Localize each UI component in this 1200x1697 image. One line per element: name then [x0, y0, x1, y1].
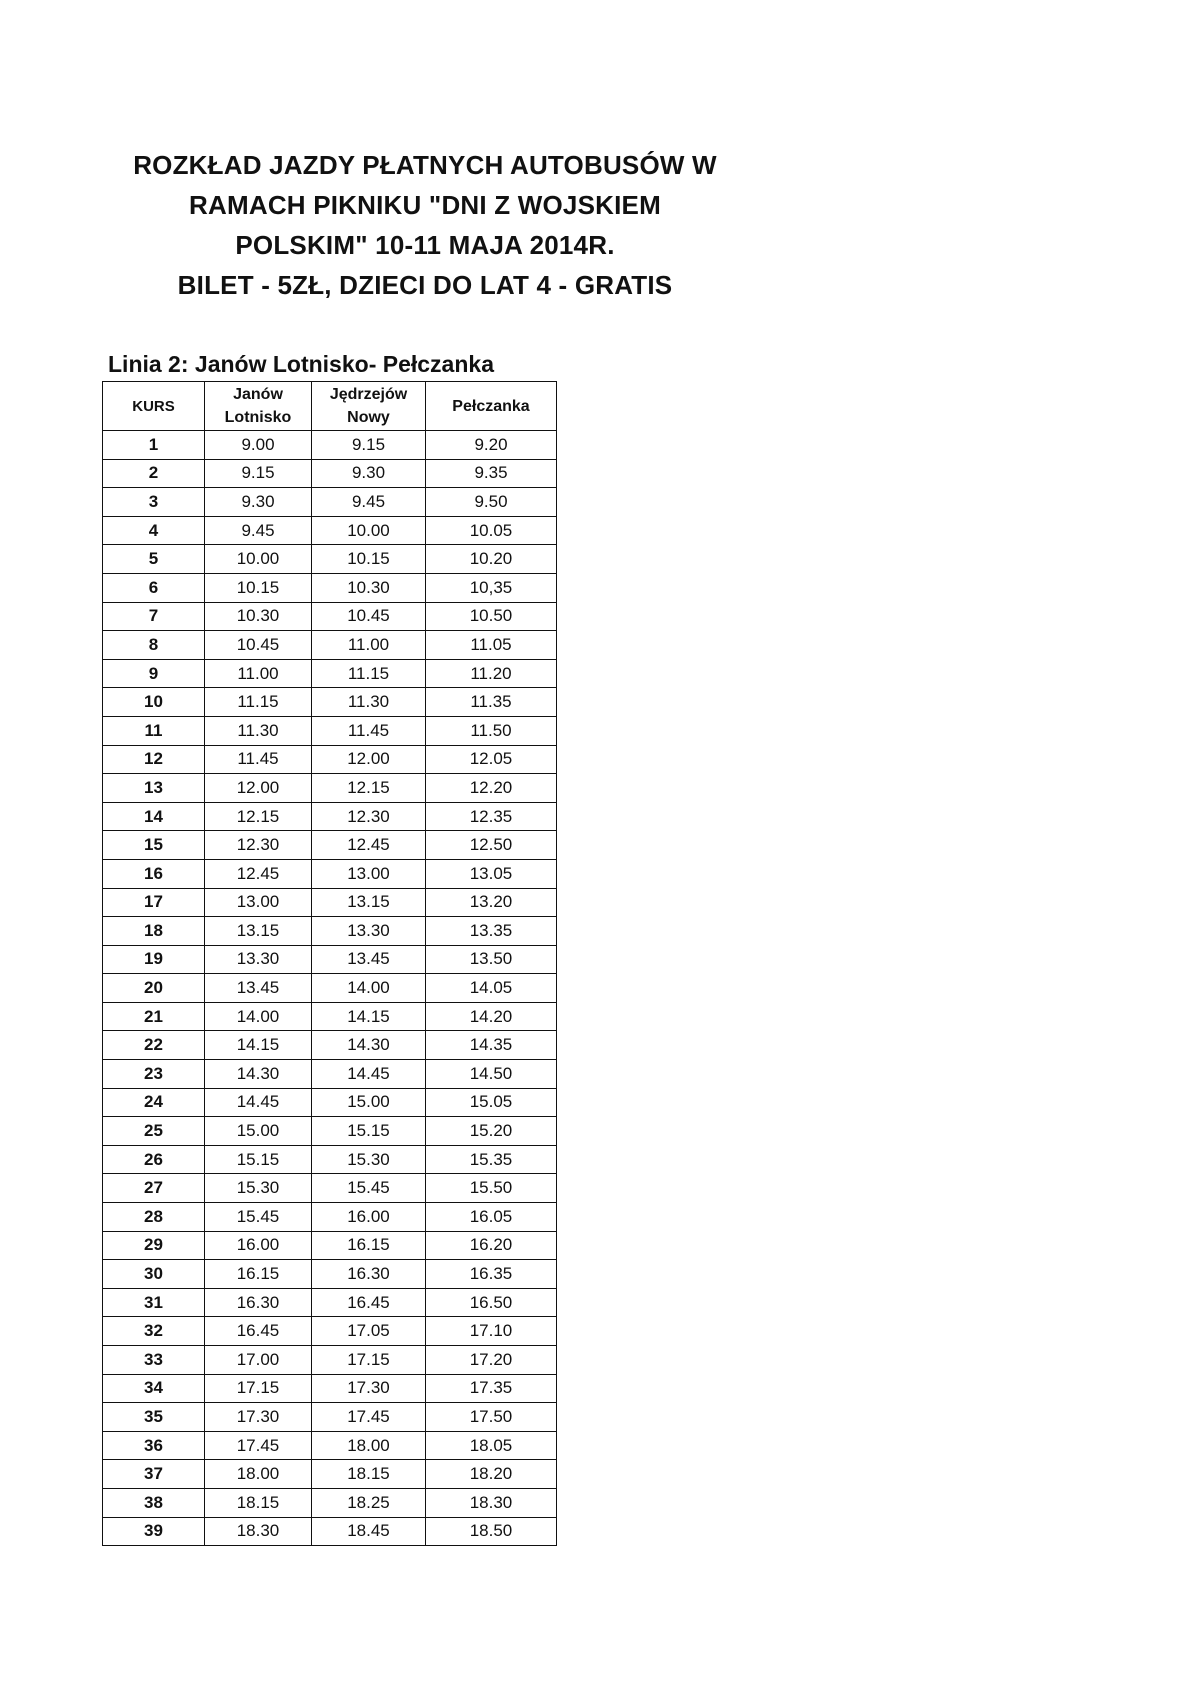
- cell-jedrzejow-nowy: 14.00: [312, 974, 426, 1003]
- cell-janow-lotnisko: 13.00: [205, 888, 312, 917]
- cell-janow-lotnisko: 12.15: [205, 802, 312, 831]
- table-row: [103, 459, 557, 488]
- cell-janow-lotnisko: 10.15: [205, 573, 312, 602]
- cell-pelczanka: 18.05: [426, 1431, 557, 1460]
- cell-jedrzejow-nowy: 14.15: [312, 1002, 426, 1031]
- table-row: [103, 1031, 557, 1060]
- cell-janow-lotnisko: 12.30: [205, 831, 312, 860]
- cell-janow-lotnisko: 9.00: [205, 431, 312, 460]
- cell-janow-lotnisko: 15.30: [205, 1174, 312, 1203]
- cell-pelczanka: 13.20: [426, 888, 557, 917]
- cell-janow-lotnisko: 17.30: [205, 1403, 312, 1432]
- cell-jedrzejow-nowy: 18.25: [312, 1488, 426, 1517]
- cell-janow-lotnisko: 10.45: [205, 631, 312, 660]
- cell-jedrzejow-nowy: 10.00: [312, 516, 426, 545]
- cell-kurs: 10: [103, 688, 205, 717]
- cell-kurs: 15: [103, 831, 205, 860]
- cell-pelczanka: 14.20: [426, 1002, 557, 1031]
- table-row: [103, 716, 557, 745]
- table-row: [103, 774, 557, 803]
- table-row: [103, 831, 557, 860]
- cell-janow-lotnisko: 11.00: [205, 659, 312, 688]
- cell-jedrzejow-nowy: 14.45: [312, 1060, 426, 1089]
- header-pelczanka: [426, 382, 557, 431]
- header-jedrzejow-line1: Jędrzejów: [329, 386, 408, 403]
- cell-pelczanka: 9.20: [426, 431, 557, 460]
- cell-jedrzejow-nowy: 13.30: [312, 917, 426, 946]
- table-row: [103, 1260, 557, 1289]
- cell-janow-lotnisko: 16.30: [205, 1288, 312, 1317]
- header-jedrzejow-line2: Nowy: [347, 409, 390, 426]
- cell-kurs: 37: [103, 1460, 205, 1489]
- cell-pelczanka: 15.50: [426, 1174, 557, 1203]
- cell-kurs: 30: [103, 1260, 205, 1289]
- cell-pelczanka: 14.35: [426, 1031, 557, 1060]
- cell-kurs: 3: [103, 488, 205, 517]
- cell-janow-lotnisko: 12.45: [205, 859, 312, 888]
- header-janow-line2: Lotnisko: [224, 409, 292, 426]
- table-row: [103, 1288, 557, 1317]
- cell-pelczanka: 10.05: [426, 516, 557, 545]
- header-kurs-label: KURS: [132, 397, 175, 415]
- cell-jedrzejow-nowy: 18.15: [312, 1460, 426, 1489]
- cell-kurs: 6: [103, 573, 205, 602]
- cell-pelczanka: 13.05: [426, 859, 557, 888]
- cell-janow-lotnisko: 13.15: [205, 917, 312, 946]
- table-row: [103, 1174, 557, 1203]
- cell-pelczanka: 9.35: [426, 459, 557, 488]
- cell-jedrzejow-nowy: 18.00: [312, 1431, 426, 1460]
- cell-kurs: 25: [103, 1117, 205, 1146]
- cell-janow-lotnisko: 13.45: [205, 974, 312, 1003]
- cell-pelczanka: 17.10: [426, 1317, 557, 1346]
- cell-jedrzejow-nowy: 17.45: [312, 1403, 426, 1432]
- cell-pelczanka: 17.50: [426, 1403, 557, 1432]
- cell-jedrzejow-nowy: 15.00: [312, 1088, 426, 1117]
- table-row: [103, 631, 557, 660]
- title-line-2: RAMACH PIKNIKU "DNI Z WOJSKIEM: [189, 190, 661, 220]
- cell-pelczanka: 14.50: [426, 1060, 557, 1089]
- cell-jedrzejow-nowy: 16.00: [312, 1203, 426, 1232]
- cell-jedrzejow-nowy: 10.15: [312, 545, 426, 574]
- table-row: [103, 1431, 557, 1460]
- cell-jedrzejow-nowy: 11.30: [312, 688, 426, 717]
- header-jedrzejow-nowy: [312, 382, 426, 431]
- cell-pelczanka: 9.50: [426, 488, 557, 517]
- cell-janow-lotnisko: 17.45: [205, 1431, 312, 1460]
- cell-jedrzejow-nowy: 16.45: [312, 1288, 426, 1317]
- cell-kurs: 32: [103, 1317, 205, 1346]
- title-line-1: ROZKŁAD JAZDY PŁATNYCH AUTOBUSÓW W: [133, 150, 717, 180]
- cell-kurs: 27: [103, 1174, 205, 1203]
- cell-pelczanka: 18.50: [426, 1517, 557, 1546]
- cell-jedrzejow-nowy: 10.30: [312, 573, 426, 602]
- table-row: [103, 516, 557, 545]
- cell-kurs: 34: [103, 1374, 205, 1403]
- cell-kurs: 24: [103, 1088, 205, 1117]
- cell-pelczanka: 11.05: [426, 631, 557, 660]
- cell-pelczanka: 12.20: [426, 774, 557, 803]
- table-row: [103, 888, 557, 917]
- table-row: [103, 1317, 557, 1346]
- table-row: [103, 1117, 557, 1146]
- cell-jedrzejow-nowy: 15.45: [312, 1174, 426, 1203]
- cell-kurs: 17: [103, 888, 205, 917]
- cell-jedrzejow-nowy: 11.15: [312, 659, 426, 688]
- cell-kurs: 12: [103, 745, 205, 774]
- cell-janow-lotnisko: 15.15: [205, 1145, 312, 1174]
- route-subtitle: Linia 2: Janów Lotnisko- Pełczanka: [108, 351, 494, 377]
- cell-janow-lotnisko: 15.00: [205, 1117, 312, 1146]
- table-row: [103, 1002, 557, 1031]
- cell-kurs: 38: [103, 1488, 205, 1517]
- table-row: [103, 1088, 557, 1117]
- cell-jedrzejow-nowy: 9.15: [312, 431, 426, 460]
- cell-janow-lotnisko: 16.00: [205, 1231, 312, 1260]
- cell-pelczanka: 14.05: [426, 974, 557, 1003]
- cell-jedrzejow-nowy: 16.15: [312, 1231, 426, 1260]
- table-row: [103, 1460, 557, 1489]
- table-row: [103, 573, 557, 602]
- cell-janow-lotnisko: 14.30: [205, 1060, 312, 1089]
- cell-kurs: 36: [103, 1431, 205, 1460]
- cell-pelczanka: 10,35: [426, 573, 557, 602]
- cell-pelczanka: 18.30: [426, 1488, 557, 1517]
- cell-jedrzejow-nowy: 9.45: [312, 488, 426, 517]
- cell-jedrzejow-nowy: 12.30: [312, 802, 426, 831]
- cell-janow-lotnisko: 10.00: [205, 545, 312, 574]
- cell-janow-lotnisko: 17.00: [205, 1346, 312, 1375]
- cell-kurs: 13: [103, 774, 205, 803]
- cell-jedrzejow-nowy: 16.30: [312, 1260, 426, 1289]
- cell-janow-lotnisko: 9.30: [205, 488, 312, 517]
- cell-jedrzejow-nowy: 12.00: [312, 745, 426, 774]
- cell-kurs: 1: [103, 431, 205, 460]
- cell-kurs: 14: [103, 802, 205, 831]
- document-title: [95, 145, 755, 305]
- cell-jedrzejow-nowy: 14.30: [312, 1031, 426, 1060]
- cell-pelczanka: 16.20: [426, 1231, 557, 1260]
- table-row: [103, 802, 557, 831]
- cell-kurs: 39: [103, 1517, 205, 1546]
- cell-pelczanka: 11.20: [426, 659, 557, 688]
- table-row: [103, 1517, 557, 1546]
- table-row: [103, 1346, 557, 1375]
- table-row: [103, 1374, 557, 1403]
- table-row: [103, 545, 557, 574]
- cell-janow-lotnisko: 18.00: [205, 1460, 312, 1489]
- header-janow-lotnisko: [205, 382, 312, 431]
- cell-janow-lotnisko: 14.00: [205, 1002, 312, 1031]
- cell-janow-lotnisko: 15.45: [205, 1203, 312, 1232]
- header-pelczanka-label: Pełczanka: [452, 397, 530, 415]
- cell-jedrzejow-nowy: 10.45: [312, 602, 426, 631]
- cell-jedrzejow-nowy: 13.00: [312, 859, 426, 888]
- table-row: [103, 974, 557, 1003]
- cell-kurs: 16: [103, 859, 205, 888]
- cell-kurs: 26: [103, 1145, 205, 1174]
- cell-kurs: 29: [103, 1231, 205, 1260]
- cell-kurs: 9: [103, 659, 205, 688]
- cell-kurs: 5: [103, 545, 205, 574]
- table-row: [103, 1203, 557, 1232]
- cell-jedrzejow-nowy: 17.30: [312, 1374, 426, 1403]
- cell-janow-lotnisko: 11.45: [205, 745, 312, 774]
- cell-janow-lotnisko: 16.15: [205, 1260, 312, 1289]
- cell-kurs: 21: [103, 1002, 205, 1031]
- cell-pelczanka: 15.35: [426, 1145, 557, 1174]
- cell-janow-lotnisko: 14.45: [205, 1088, 312, 1117]
- timetable-body: [103, 431, 557, 1546]
- header-janow-line1: Janów: [233, 386, 283, 403]
- cell-jedrzejow-nowy: 11.45: [312, 716, 426, 745]
- cell-kurs: 18: [103, 917, 205, 946]
- cell-janow-lotnisko: 14.15: [205, 1031, 312, 1060]
- table-row: [103, 1231, 557, 1260]
- table-row: [103, 431, 557, 460]
- cell-jedrzejow-nowy: 17.15: [312, 1346, 426, 1375]
- cell-kurs: 33: [103, 1346, 205, 1375]
- cell-jedrzejow-nowy: 17.05: [312, 1317, 426, 1346]
- cell-jedrzejow-nowy: 13.45: [312, 945, 426, 974]
- cell-pelczanka: 10.20: [426, 545, 557, 574]
- cell-kurs: 35: [103, 1403, 205, 1432]
- cell-kurs: 4: [103, 516, 205, 545]
- table-row: [103, 1403, 557, 1432]
- cell-jedrzejow-nowy: 18.45: [312, 1517, 426, 1546]
- cell-pelczanka: 15.05: [426, 1088, 557, 1117]
- table-row: [103, 1145, 557, 1174]
- cell-janow-lotnisko: 9.15: [205, 459, 312, 488]
- cell-pelczanka: 18.20: [426, 1460, 557, 1489]
- cell-pelczanka: 17.35: [426, 1374, 557, 1403]
- cell-pelczanka: 13.50: [426, 945, 557, 974]
- cell-pelczanka: 16.35: [426, 1260, 557, 1289]
- cell-kurs: 22: [103, 1031, 205, 1060]
- table-row: [103, 945, 557, 974]
- table-row: [103, 745, 557, 774]
- table-row: [103, 1060, 557, 1089]
- cell-pelczanka: 16.05: [426, 1203, 557, 1232]
- header-kurs: [103, 382, 205, 431]
- cell-pelczanka: 12.35: [426, 802, 557, 831]
- cell-pelczanka: 13.35: [426, 917, 557, 946]
- cell-kurs: 31: [103, 1288, 205, 1317]
- cell-janow-lotnisko: 11.30: [205, 716, 312, 745]
- cell-janow-lotnisko: 13.30: [205, 945, 312, 974]
- cell-jedrzejow-nowy: 12.45: [312, 831, 426, 860]
- table-row: [103, 602, 557, 631]
- table-row: [103, 659, 557, 688]
- cell-kurs: 19: [103, 945, 205, 974]
- table-row: [103, 688, 557, 717]
- cell-kurs: 11: [103, 716, 205, 745]
- cell-pelczanka: 12.50: [426, 831, 557, 860]
- cell-janow-lotnisko: 12.00: [205, 774, 312, 803]
- cell-kurs: 2: [103, 459, 205, 488]
- cell-pelczanka: 10.50: [426, 602, 557, 631]
- cell-janow-lotnisko: 10.30: [205, 602, 312, 631]
- cell-jedrzejow-nowy: 11.00: [312, 631, 426, 660]
- table-row: [103, 917, 557, 946]
- cell-jedrzejow-nowy: 15.30: [312, 1145, 426, 1174]
- cell-kurs: 20: [103, 974, 205, 1003]
- cell-pelczanka: 12.05: [426, 745, 557, 774]
- timetable: [102, 381, 557, 1546]
- cell-janow-lotnisko: 17.15: [205, 1374, 312, 1403]
- cell-kurs: 8: [103, 631, 205, 660]
- cell-jedrzejow-nowy: 15.15: [312, 1117, 426, 1146]
- cell-pelczanka: 16.50: [426, 1288, 557, 1317]
- header-row: [103, 382, 557, 431]
- cell-janow-lotnisko: 11.15: [205, 688, 312, 717]
- cell-janow-lotnisko: 16.45: [205, 1317, 312, 1346]
- cell-janow-lotnisko: 9.45: [205, 516, 312, 545]
- cell-pelczanka: 11.35: [426, 688, 557, 717]
- cell-pelczanka: 11.50: [426, 716, 557, 745]
- title-line-3: POLSKIM" 10-11 MAJA 2014R.: [235, 230, 615, 260]
- cell-janow-lotnisko: 18.15: [205, 1488, 312, 1517]
- cell-jedrzejow-nowy: 13.15: [312, 888, 426, 917]
- cell-janow-lotnisko: 18.30: [205, 1517, 312, 1546]
- cell-kurs: 23: [103, 1060, 205, 1089]
- table-row: [103, 1488, 557, 1517]
- table-row: [103, 859, 557, 888]
- cell-jedrzejow-nowy: 9.30: [312, 459, 426, 488]
- cell-pelczanka: 17.20: [426, 1346, 557, 1375]
- cell-kurs: 7: [103, 602, 205, 631]
- cell-jedrzejow-nowy: 12.15: [312, 774, 426, 803]
- title-line-4: BILET - 5ZŁ, DZIECI DO LAT 4 - GRATIS: [177, 270, 673, 300]
- cell-pelczanka: 15.20: [426, 1117, 557, 1146]
- cell-kurs: 28: [103, 1203, 205, 1232]
- table-row: [103, 488, 557, 517]
